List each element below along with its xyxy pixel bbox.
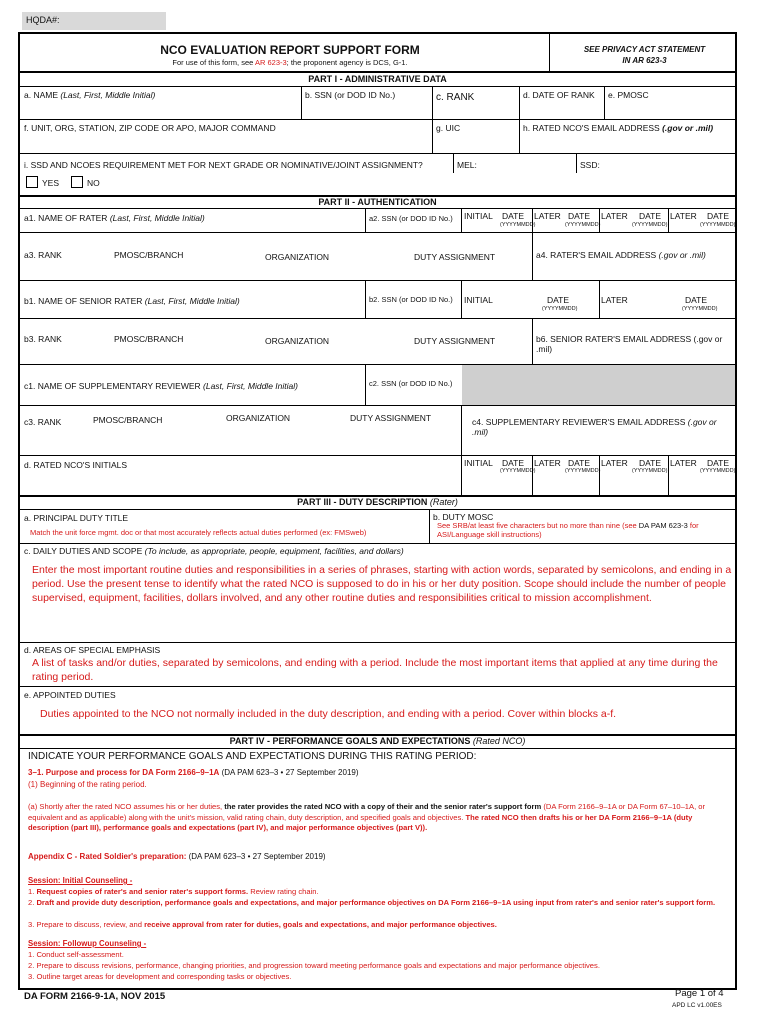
- session-initial-2: 2. Draft and provide duty description, performance goals and expectations, and major performance objectives on DA Form 2166–9–1A using input from rater's and senior rater's support form.: [28, 898, 716, 907]
- senior-rater-org-label: ORGANIZATION: [265, 336, 330, 346]
- session-followup-1: 1. Conduct self-assessment.: [28, 950, 124, 959]
- rank-label: c. RANK: [436, 92, 475, 103]
- rated-initials-label: d. RATED NCO'S INITIALS: [24, 460, 128, 470]
- ref-purpose: 3–1. Purpose and process for DA Form 2166–9–1A (DA PAM 623–3 • 27 September 2019): [28, 768, 359, 777]
- senior-rater-ssn-label: b2. SSN (or DOD ID No.): [369, 295, 453, 304]
- part4-title: PART IV - PERFORMANCE GOALS AND EXPECTATIONS (Rated NCO): [229, 736, 526, 746]
- sr-later-label: LATER: [601, 295, 628, 305]
- ssn-label: b. SSN (or DOD ID No.): [305, 90, 396, 100]
- nco-later3-label: LATER: [670, 458, 697, 468]
- hqda-field[interactable]: HQDA#:: [22, 12, 166, 30]
- rater-ssn-label: a2. SSN (or DOD ID No.): [369, 214, 453, 223]
- rater-later3-label: LATER: [670, 211, 697, 221]
- nco-support-form: [18, 32, 737, 990]
- senior-rater-pmosc-label: PMOSC/BRANCH: [114, 334, 184, 344]
- session-followup-heading: Session: Followup Counseling -: [28, 939, 147, 948]
- rater-later2-label: LATER: [601, 211, 628, 221]
- session-initial-1: 1. Request copies of rater's and senior rater's support forms. Review rating chain.: [28, 887, 319, 896]
- duty-mosc-hint: See SRB/at least five characters but no more than nine (see DA PAM 623-3 for ASI/Language skill instructions): [437, 521, 699, 539]
- form-version: APD LC v1.00ES: [672, 1002, 722, 1009]
- rater-date-format: (YYYYMMDD): [500, 222, 536, 228]
- rater-later1-date-label: DATE: [568, 211, 591, 221]
- reviewer-email-label: c4. SUPPLEMENTARY REVIEWER'S EMAIL ADDRESS (.gov or .mil): [472, 417, 717, 438]
- rater-duty-label: DUTY ASSIGNMENT: [414, 252, 496, 262]
- date-of-rank-label: d. DATE OF RANK: [523, 90, 595, 100]
- rater-later2-format: (YYYYMMDD): [632, 222, 668, 228]
- appointed-duties-text[interactable]: Duties appointed to the NCO not normally included in the duty description, and ending with a period. Cover within blocks a-f.: [40, 708, 617, 720]
- no-checkbox[interactable]: [71, 176, 83, 188]
- session-followup-3: 3. Outline target areas for development and corresponding tasks or objectives.: [28, 972, 292, 981]
- name-label: a. NAME (Last, First, Middle Initial): [24, 90, 156, 100]
- senior-rater-rank-label: b3. RANK: [24, 334, 62, 344]
- rater-later1-format: (YYYYMMDD): [565, 222, 601, 228]
- nco-later2-label: LATER: [601, 458, 628, 468]
- rater-rank-label: a3. RANK: [24, 250, 62, 260]
- reviewer-org-label: ORGANIZATION: [226, 413, 291, 423]
- rater-name-label: a1. NAME OF RATER (Last, First, Middle Initial): [24, 213, 205, 223]
- reviewer-ssn-label: c2. SSN (or DOD ID No.): [369, 379, 453, 388]
- no-label: NO: [87, 178, 100, 188]
- privacy-act-line2: IN AR 623-3: [622, 56, 667, 65]
- reviewer-name-label: c1. NAME OF SUPPLEMENTARY REVIEWER (Last, First, Middle Initial): [24, 381, 298, 391]
- rater-org-label: ORGANIZATION: [265, 252, 330, 262]
- senior-rater-email-label: b6. SENIOR RATER'S EMAIL ADDRESS (.gov or .mil): [536, 334, 723, 355]
- goals-instruction: INDICATE YOUR PERFORMANCE GOALS AND EXPECTATIONS DURING THIS RATING PERIOD:: [28, 751, 477, 762]
- part1-title: PART I - ADMINISTRATIVE DATA: [308, 74, 447, 84]
- shaded-area: [462, 365, 735, 405]
- rater-pmosc-label: PMOSC/BRANCH: [114, 250, 184, 260]
- pmosc-label: e. PMOSC: [608, 90, 649, 100]
- yes-checkbox[interactable]: [26, 176, 38, 188]
- nco-later1-date-label: DATE: [568, 458, 591, 468]
- paragraph-a: (a) Shortly after the rated NCO assumes his or her duties, the rater provides the rated NCO with a copy of their and the senior rater's support form (DA Form 2166–9–1A or DA Form 67–10–1A, or equivalent and as applicable) along with the unit's mission, valid rating chain, duty description, and specified goals and objectives. The rated NCO then drafts his or her DA Form 2166–9–1A (duty description (part III), performance goals and expectations (part IV), and major performance objectives (part V)).: [28, 802, 706, 833]
- privacy-act-line1: SEE PRIVACY ACT STATEMENT: [583, 45, 706, 54]
- sr-later-format: (YYYYMMDD): [682, 306, 718, 312]
- ar-623-3-link[interactable]: AR 623-3: [254, 58, 287, 67]
- form-id: DA FORM 2166-9-1A, NOV 2015: [24, 991, 166, 1002]
- nco-later2-date-label: DATE: [639, 458, 662, 468]
- special-emphasis-label: d. AREAS OF SPECIAL EMPHASIS: [24, 645, 161, 655]
- part2-title: PART II - AUTHENTICATION: [318, 197, 437, 207]
- ssd-label: SSD:: [580, 160, 600, 170]
- nco-later3-date-label: DATE: [707, 458, 730, 468]
- rater-email-label: a4. RATER'S EMAIL ADDRESS (.gov or .mil): [536, 250, 706, 260]
- reviewer-duty-label: DUTY ASSIGNMENT: [350, 413, 432, 423]
- reviewer-rank-label: c3. RANK: [24, 417, 62, 427]
- duty-title-label: a. PRINCIPAL DUTY TITLE: [24, 513, 129, 523]
- rater-date-label: DATE: [502, 211, 525, 221]
- nco-initial-label: INITIAL: [464, 458, 493, 468]
- rated-email-label: h. RATED NCO'S EMAIL ADDRESS (.gov or .mil): [523, 123, 714, 133]
- appointed-duties-label: e. APPOINTED DUTIES: [24, 690, 116, 700]
- rater-later3-date-label: DATE: [707, 211, 730, 221]
- special-emphasis-text[interactable]: A list of tasks and/or duties, separated by semicolons, and ending with a period. Include the most important items that applied at any time during the rating period.: [32, 657, 718, 683]
- form-subtitle: For use of this form, see AR 623-3; the proponent agency is DCS, G-1.: [172, 58, 408, 67]
- yes-label: YES: [42, 178, 60, 188]
- session-followup-2: 2. Prepare to discuss revisions, performance, changing priorities, and progression toward meeting performance goals and expectations and major performance objectives.: [28, 961, 600, 970]
- rater-later3-format: (YYYYMMDD): [700, 222, 736, 228]
- senior-rater-duty-label: DUTY ASSIGNMENT: [414, 336, 496, 346]
- mel-label: MEL:: [457, 160, 477, 170]
- nco-later1-label: LATER: [534, 458, 561, 468]
- page-number: Page 1 of 4: [675, 988, 724, 999]
- session-initial-heading: Session: Initial Counseling -: [28, 876, 133, 885]
- part3-title: PART III - DUTY DESCRIPTION (Rater): [297, 497, 458, 507]
- nco-date-label: DATE: [502, 458, 525, 468]
- reviewer-pmosc-label: PMOSC/BRANCH: [93, 415, 163, 425]
- sr-later-date-label: DATE: [685, 295, 708, 305]
- duty-title-hint: Match the unit force mgmt. doc or that most accurately reflects actual duties performed (ex: FMSweb): [30, 528, 367, 537]
- daily-duties-text[interactable]: Enter the most important routine duties and responsibilities in a series of phrases, starting with action words, separated by semicolons, and ending in a period. Use the present tense to identify what the rated NCO is supposed to do in his or her duty position. Scope should include the number of people supervised, equipment, facilities, dollars involved, and any other routine duties and responsibilities critical to mission accomplishment.: [32, 564, 732, 604]
- uic-label: g. UIC: [436, 123, 461, 133]
- nco-later3-format: (YYYYMMDD): [700, 468, 736, 474]
- form-title: NCO EVALUATION REPORT SUPPORT FORM: [160, 43, 420, 57]
- ref-purpose-sub: (1) Beginning of the rating period.: [28, 780, 147, 789]
- nco-later1-format: (YYYYMMDD): [565, 468, 601, 474]
- nco-later2-format: (YYYYMMDD): [632, 468, 668, 474]
- sr-initial-label: INITIAL: [464, 295, 493, 305]
- unit-label: f. UNIT, ORG, STATION, ZIP CODE OR APO, MAJOR COMMAND: [24, 123, 276, 133]
- duty-mosc-label: b. DUTY MOSC: [433, 512, 494, 522]
- session-initial-3: 3. Prepare to discuss, review, and receive approval from rater for duties, goals and expectations, and major performance objectives.: [28, 920, 497, 929]
- daily-duties-label: c. DAILY DUTIES AND SCOPE (To include, as appropriate, people, equipment, facilities, and dollars): [24, 546, 404, 556]
- appendix-c: Appendix C - Rated Soldier's preparation: (DA PAM 623–3 • 27 September 2019): [28, 852, 326, 861]
- rater-later1-label: LATER: [534, 211, 561, 221]
- sr-date-format: (YYYYMMDD): [542, 306, 578, 312]
- nco-date-format: (YYYYMMDD): [500, 468, 536, 474]
- rater-initial-label: INITIAL: [464, 211, 493, 221]
- ssd-question: i. SSD AND NCOES REQUIREMENT MET FOR NEXT GRADE OR NOMINATIVE/JOINT ASSIGNMENT?: [24, 160, 423, 170]
- sr-date-label: DATE: [547, 295, 570, 305]
- senior-rater-name-label: b1. NAME OF SENIOR RATER (Last, First, Middle Initial): [24, 296, 240, 306]
- rater-later2-date-label: DATE: [639, 211, 662, 221]
